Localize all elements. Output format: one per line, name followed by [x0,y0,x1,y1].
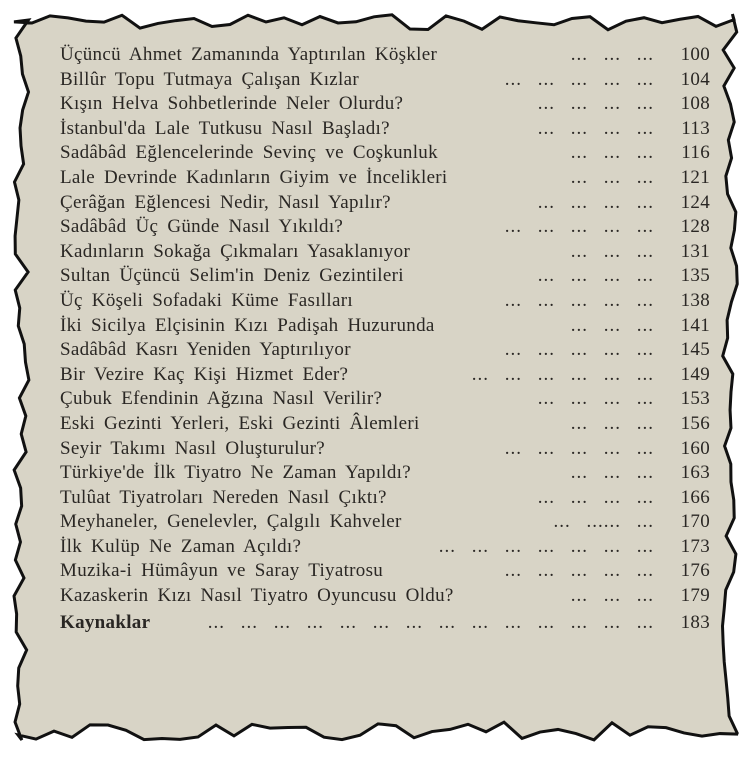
page-number: 104 [680,68,710,90]
toc-entry [60,265,710,290]
entry-title: Kışın Helva Sohbetlerinde Neler Olurdu? [60,93,404,115]
dot-leader: ... ... ... ... [537,191,654,213]
dot-leader: ... ... ... [570,462,654,484]
page-number: 138 [680,289,710,311]
page-number: 135 [680,265,710,287]
page-number: 116 [681,142,710,164]
dot-leader: ... ... ... ... ... [504,560,654,582]
entry-title: İki Sicilya Elçisinin Kızı Padişah Huzurunda [60,314,435,336]
entry-title: Türkiye'de İlk Tiyatro Ne Zaman Yapıldı? [60,462,411,484]
dot-leader: ... ... ... ... [537,388,654,410]
toc-entry [60,69,710,94]
entry-title: Lale Devrinde Kadınların Giyim ve İncelikleri [60,166,448,188]
dot-leader: ... ... ... ... [537,93,654,115]
page-number: 149 [680,363,710,385]
dot-leader: ... ... ... ... ... [504,339,654,361]
entry-title: Üç Köşeli Sofadaki Küme Fasılları [60,289,353,311]
dot-leader: ... ... ... [570,240,654,262]
entry-title: Billûr Topu Tutmaya Çalışan Kızlar [60,68,359,90]
dot-leader: ... ... ... ... ... [504,68,654,90]
toc-entry [60,462,710,487]
entry-title: Bir Vezire Kaç Kişi Hizmet Eder? [60,363,349,385]
page-number: 100 [680,44,710,65]
entry-title: Sadâbâd Eğlencelerinde Sevinç ve Coşkunluk [60,142,438,164]
entry-title: Muzika-i Hümâyun ve Saray Tiyatrosu [60,560,384,582]
toc-entry [60,364,710,389]
toc-entry [60,290,710,315]
dot-leader: ... ... ... [570,166,654,188]
toc-entry [60,536,710,561]
page-number: 124 [680,191,710,213]
dot-leader: ... ... ... [570,412,654,434]
entry-title: İlk Kulüp Ne Zaman Açıldı? [60,535,302,557]
toc-entry [60,118,710,143]
page-number: 131 [680,240,710,262]
page-number: 121 [680,166,710,188]
dot-leader: ... ... ... ... ... [504,216,654,238]
page-number: 173 [680,535,710,557]
entry-title: Kadınların Sokağa Çıkmaları Yasaklanıyor [60,240,411,262]
entry-title: Çubuk Efendinin Ağzına Nasıl Verilir? [60,388,383,410]
toc-entry [60,585,710,610]
dot-leader: ... ... ... ... [537,486,654,508]
entry-title: Tulûat Tiyatroları Nereden Nasıl Çıktı? [60,486,387,508]
entry-title: Sadâbâd Kasrı Yeniden Yaptırılıyor [60,339,351,361]
dot-leader: ... ... ... [570,142,654,164]
page-number: 128 [680,216,710,238]
dot-leader: ... ... ... ... [537,117,654,139]
page-number: 176 [680,560,710,582]
entry-title: İstanbul'da Lale Tutkusu Nasıl Başladı? [60,117,390,139]
entry-title: Çerâğan Eğlencesi Nedir, Nasıl Yapılır? [60,191,391,213]
toc-entry [60,167,710,192]
page-number: 183 [680,611,710,633]
entry-title: Üçüncü Ahmet Zamanında Yaptırılan Köşkler [60,44,438,65]
entry-title: Sultan Üçüncü Selim'in Deniz Gezintileri [60,265,404,287]
toc-entry [60,487,710,512]
entry-title: Kazaskerin Kızı Nasıl Tiyatro Oyuncusu Oldu? [60,585,454,607]
toc-entry [60,438,710,463]
toc-entry [60,612,710,637]
entry-title: Sadâbâd Üç Günde Nasıl Yıkıldı? [60,216,344,238]
table-of-contents [60,44,710,636]
entry-title: Kaynaklar [60,611,151,633]
dot-leader: ... ... ... ... ... ... [471,363,654,385]
page-number: 179 [680,585,710,607]
toc-entry [60,44,710,69]
toc-entry [60,339,710,364]
page-number: 145 [680,339,710,361]
toc-entry [60,413,710,438]
dot-leader: ... ... ... ... ... ... ... ... ... ... ... ... ... ... [207,611,654,633]
page-number: 166 [680,486,710,508]
dot-leader: ... ... ... ... [537,265,654,287]
dot-leader: ... ... ... [570,44,654,65]
page-number: 170 [680,511,710,533]
entry-title: Seyir Takımı Nasıl Oluşturulur? [60,437,326,459]
toc-entry [60,192,710,217]
dot-leader: ... ... ... [570,585,654,607]
dot-leader: ... ... ... ... ... [504,437,654,459]
toc-entry [60,560,710,585]
toc-entry [60,216,710,241]
page-number: 141 [680,314,710,336]
toc-entry [60,511,710,536]
page-number: 153 [680,388,710,410]
page-number: 160 [680,437,710,459]
dot-leader: ... ... ... [570,314,654,336]
dot-leader: ... ...... ... [553,511,654,533]
toc-entry [60,93,710,118]
toc-entry [60,388,710,413]
page-number: 163 [680,462,710,484]
toc-entry [60,315,710,340]
dot-leader: ... ... ... ... ... [504,289,654,311]
entry-title: Eski Gezinti Yerleri, Eski Gezinti Âlemleri [60,412,420,434]
entry-title: Meyhaneler, Genelevler, Çalgılı Kahveler [60,511,402,533]
page-number: 156 [680,412,710,434]
dot-leader: ... ... ... ... ... ... ... [438,535,654,557]
page-number: 108 [680,93,710,115]
toc-entry [60,142,710,167]
page-number: 113 [681,117,710,139]
toc-entry [60,241,710,266]
